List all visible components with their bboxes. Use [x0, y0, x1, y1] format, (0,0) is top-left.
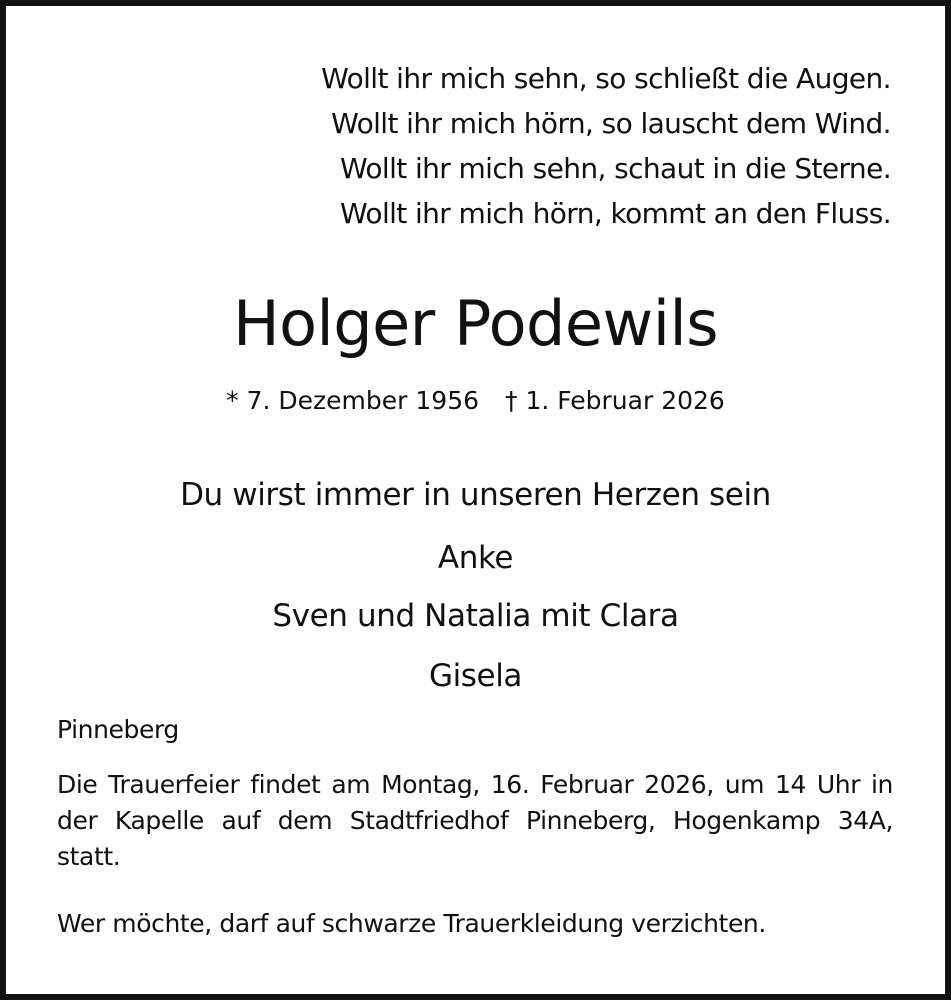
ceremony-info: Die Trauerfeier findet am Montag, 16. Februar 2026, um 14 Uhr in der Kapelle auf dem Stadtfriedhof Pinneberg, Hogenkamp 34A, statt.: [57, 770, 893, 871]
death-date: † 1. Februar 2026: [505, 386, 725, 415]
mourner-name: Gisela: [428, 658, 523, 694]
place: Pinneberg: [57, 715, 179, 744]
birth-date: * 7. Dezember 1956: [226, 386, 480, 415]
poem-line: Wollt ihr mich sehn, schaut in die Sterne.: [339, 152, 891, 185]
deceased-name: Holger Podewils: [232, 287, 719, 360]
dresscode-note: Wer möchte, darf auf schwarze Trauerkleidung verzichten.: [57, 909, 766, 938]
tribute-line: Du wirst immer in unseren Herzen sein: [180, 477, 771, 513]
poem-line: Wollt ihr mich sehn, so schließt die Augen.: [321, 62, 891, 95]
poem-line: Wollt ihr mich hörn, so lauscht dem Wind.: [331, 107, 891, 140]
poem: [321, 56, 891, 236]
mourner-name: Anke: [437, 540, 514, 576]
poem-line: Wollt ihr mich hörn, kommt an den Fluss.: [339, 197, 891, 230]
mourner-name: Sven und Natalia mit Clara: [272, 598, 679, 634]
life-dates: [0, 384, 951, 418]
